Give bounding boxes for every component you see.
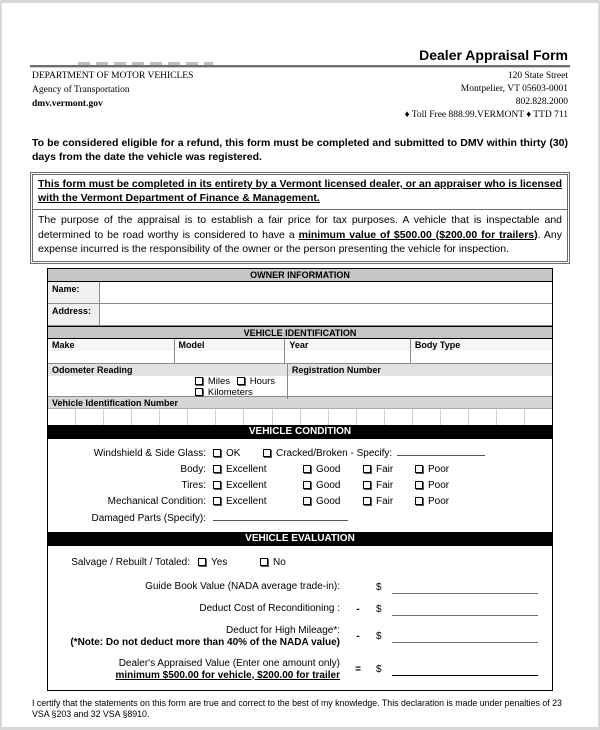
vin-cell[interactable] xyxy=(385,409,413,425)
currency-symbol: $ xyxy=(376,664,382,675)
damaged-parts-label: Damaged Parts (Specify): xyxy=(91,512,206,524)
name-input[interactable] xyxy=(100,282,552,303)
damaged-parts-row xyxy=(48,510,552,527)
make-label: Make xyxy=(48,339,174,351)
cracked-label: Cracked/Broken - Specify: xyxy=(276,447,393,459)
high-mileage-operator: - xyxy=(356,631,360,642)
checkbox-mech-good-icon[interactable] xyxy=(303,497,311,505)
model-label: Model xyxy=(175,339,285,351)
odometer-cell[interactable] xyxy=(48,364,288,399)
reconditioning-label: Deduct Cost of Reconditioning : xyxy=(199,603,340,614)
vin-cell[interactable] xyxy=(469,409,497,425)
no-label: No xyxy=(273,556,286,568)
body-condition-row: Body: Excellent Good Fair Poor xyxy=(48,462,552,478)
checkbox-tires-fair-icon[interactable] xyxy=(363,481,371,489)
vehicle-identification-header: VEHICLE IDENTIFICATION xyxy=(48,326,552,339)
vin-cell[interactable] xyxy=(301,409,329,425)
high-mileage-input[interactable] xyxy=(392,630,538,643)
year-input[interactable] xyxy=(285,339,410,363)
letterhead xyxy=(32,70,568,122)
kilometers-label: Kilometers xyxy=(207,386,253,398)
checkbox-salvage-yes-icon[interactable] xyxy=(198,558,206,566)
salvage-label: Salvage / Rebuilt / Totaled: xyxy=(71,556,190,568)
page-title: Dealer Appraisal Form xyxy=(419,47,568,63)
checkbox-miles-icon[interactable] xyxy=(195,377,203,385)
appraised-minimum-note: minimum $500.00 for vehicle, $200.00 for trailer xyxy=(115,669,340,681)
agency-block xyxy=(32,70,193,122)
vin-cell[interactable] xyxy=(441,409,469,425)
owner-information-header: OWNER INFORMATION xyxy=(48,269,552,282)
currency-symbol: $ xyxy=(376,631,382,642)
dealer-requirement-text: This form must be completed in its entirety by a Vermont licensed dealer, or an appraiser who is licensed with the Vermont Department of Finance & Management. xyxy=(33,175,567,210)
checkbox-kilometers-icon[interactable] xyxy=(195,388,203,396)
logo-remnant xyxy=(78,62,213,65)
windshield-row xyxy=(48,445,552,462)
checkbox-mech-fair-icon[interactable] xyxy=(363,497,371,505)
vin-label: Vehicle Identification Number xyxy=(48,396,552,409)
yes-label: Yes xyxy=(211,556,228,568)
name-label: Name: xyxy=(48,282,100,303)
checkbox-body-good-icon[interactable] xyxy=(303,465,311,473)
agency-name: Agency of Transportation xyxy=(32,85,130,95)
condition-section xyxy=(48,439,552,532)
checkbox-tires-excellent-icon[interactable] xyxy=(213,481,221,489)
checkbox-cracked-icon[interactable] xyxy=(263,449,271,457)
vehicle-evaluation-header: VEHICLE EVALUATION xyxy=(48,532,552,546)
appraised-value-operator: = xyxy=(355,664,361,675)
mechanical-condition-row: Mechanical Condition: Excellent Good Fair Poor xyxy=(48,494,552,510)
odometer-registration-row xyxy=(48,363,552,396)
vin-cell[interactable] xyxy=(132,409,160,425)
hours-label: Hours xyxy=(249,375,276,387)
reconditioning-input[interactable] xyxy=(392,603,538,616)
high-mileage-note: (*Note: Do not deduct more than 40% of the NADA value) xyxy=(70,636,340,648)
cracked-specify-input[interactable] xyxy=(397,445,485,456)
reconditioning-row xyxy=(48,603,552,616)
header-rule xyxy=(30,65,570,68)
vin-cell[interactable] xyxy=(273,409,301,425)
vin-cell[interactable] xyxy=(216,409,244,425)
vin-cell[interactable] xyxy=(497,409,525,425)
odometer-label: Odometer Reading xyxy=(48,364,287,376)
checkbox-body-fair-icon[interactable] xyxy=(363,465,371,473)
vin-cell[interactable] xyxy=(160,409,188,425)
tires-condition-row: Tires: Excellent Good Fair Poor xyxy=(48,478,552,494)
checkbox-tires-poor-icon[interactable] xyxy=(415,481,423,489)
currency-symbol: $ xyxy=(376,603,382,615)
minimum-value-text: minimum value of $500.00 ($200.00 for trailers) xyxy=(298,228,538,241)
checkbox-hours-icon[interactable] xyxy=(237,377,245,385)
name-row xyxy=(48,282,552,304)
appraised-value-label: Dealer's Appraised Value (Enter one amount only) xyxy=(118,657,340,669)
vehicle-condition-header: VEHICLE CONDITION xyxy=(48,425,552,439)
year-label: Year xyxy=(285,339,409,351)
checkbox-tires-good-icon[interactable] xyxy=(303,481,311,489)
refund-eligibility-text: To be considered eligible for a refund, this form must be completed and submitted to DMV within thirty (30) days from the date the vehicle was registered. xyxy=(32,137,568,163)
address-line2: Montpelier, VT 05603-0001 xyxy=(460,84,568,94)
appraised-value-input[interactable] xyxy=(392,663,538,676)
checkbox-mech-poor-icon[interactable] xyxy=(415,497,423,505)
address-block xyxy=(405,70,568,122)
body-type-input[interactable] xyxy=(411,339,552,363)
guide-book-label: Guide Book Value (NADA average trade-in): xyxy=(145,581,340,592)
guide-book-value-row xyxy=(48,581,552,594)
salvage-row xyxy=(48,555,552,571)
phone-number: 802.828.2000 xyxy=(515,97,568,107)
form-table xyxy=(47,268,553,691)
address-input[interactable] xyxy=(100,304,552,325)
website-link[interactable]: dmv.vermont.gov xyxy=(32,99,103,109)
guide-book-value-input[interactable] xyxy=(392,581,538,594)
checkbox-salvage-no-icon[interactable] xyxy=(260,558,268,566)
odometer-units xyxy=(195,376,287,398)
mechanical-label: Mechanical Condition: xyxy=(107,495,206,507)
department-name: DEPARTMENT OF MOTOR VEHICLES xyxy=(32,71,194,81)
appraisal-purpose-text: The purpose of the appraisal is to establish a fair price for tax purposes. A vehicle that is inspectable and determined to be road worthy is considered to have a minimum value of $500.00 ($200.00 for trailers). Any expense incurred is the responsibility of the owner or the person presenting the vehicle for inspection. xyxy=(38,214,562,255)
vin-cell[interactable] xyxy=(413,409,441,425)
currency-symbol: $ xyxy=(376,581,382,593)
ok-label: OK xyxy=(226,447,241,459)
vin-cell[interactable] xyxy=(48,409,76,425)
miles-label: Miles xyxy=(207,375,231,387)
registration-cell[interactable] xyxy=(288,364,552,399)
tires-label: Tires: xyxy=(181,479,206,491)
vehicle-id-row xyxy=(48,339,552,363)
address-label: Address: xyxy=(48,304,100,325)
tollfree-line: ♦ Toll Free 888.99.VERMONT ♦ TTD 711 xyxy=(404,110,568,120)
vin-cell[interactable] xyxy=(244,409,272,425)
vin-cell[interactable] xyxy=(329,409,357,425)
address-line1: 120 State Street xyxy=(507,71,568,81)
checkbox-ok-icon[interactable] xyxy=(213,449,221,457)
windshield-label: Windshield & Side Glass: xyxy=(93,447,206,459)
vin-cell[interactable] xyxy=(357,409,385,425)
registration-label: Registration Number xyxy=(288,364,552,376)
vin-cell[interactable] xyxy=(104,409,132,425)
certification-text: I certify that the statements on this form are true and correct to the best of my knowledge. This declaration is made under penalties of 23 VSA §203 and 32 VSA §8910. xyxy=(32,697,562,719)
address-row xyxy=(48,304,552,326)
high-mileage-row xyxy=(48,625,552,649)
high-mileage-label: Deduct for High Mileage*: xyxy=(226,624,340,636)
notice-box xyxy=(30,172,570,264)
damaged-parts-input[interactable] xyxy=(213,510,348,521)
checkbox-body-excellent-icon[interactable] xyxy=(213,465,221,473)
vin-cell[interactable] xyxy=(188,409,216,425)
appraised-value-row xyxy=(48,658,552,682)
vin-cell[interactable] xyxy=(525,409,552,425)
evaluation-section xyxy=(48,546,552,690)
checkbox-mech-excellent-icon[interactable] xyxy=(213,497,221,505)
make-input[interactable] xyxy=(48,339,175,363)
model-input[interactable] xyxy=(175,339,286,363)
checkbox-body-poor-icon[interactable] xyxy=(415,465,423,473)
reconditioning-operator: - xyxy=(356,603,360,615)
vin-cells-row xyxy=(48,409,552,425)
body-label: Body: xyxy=(180,463,206,475)
vin-cell[interactable] xyxy=(76,409,104,425)
body-type-label: Body Type xyxy=(411,339,552,351)
